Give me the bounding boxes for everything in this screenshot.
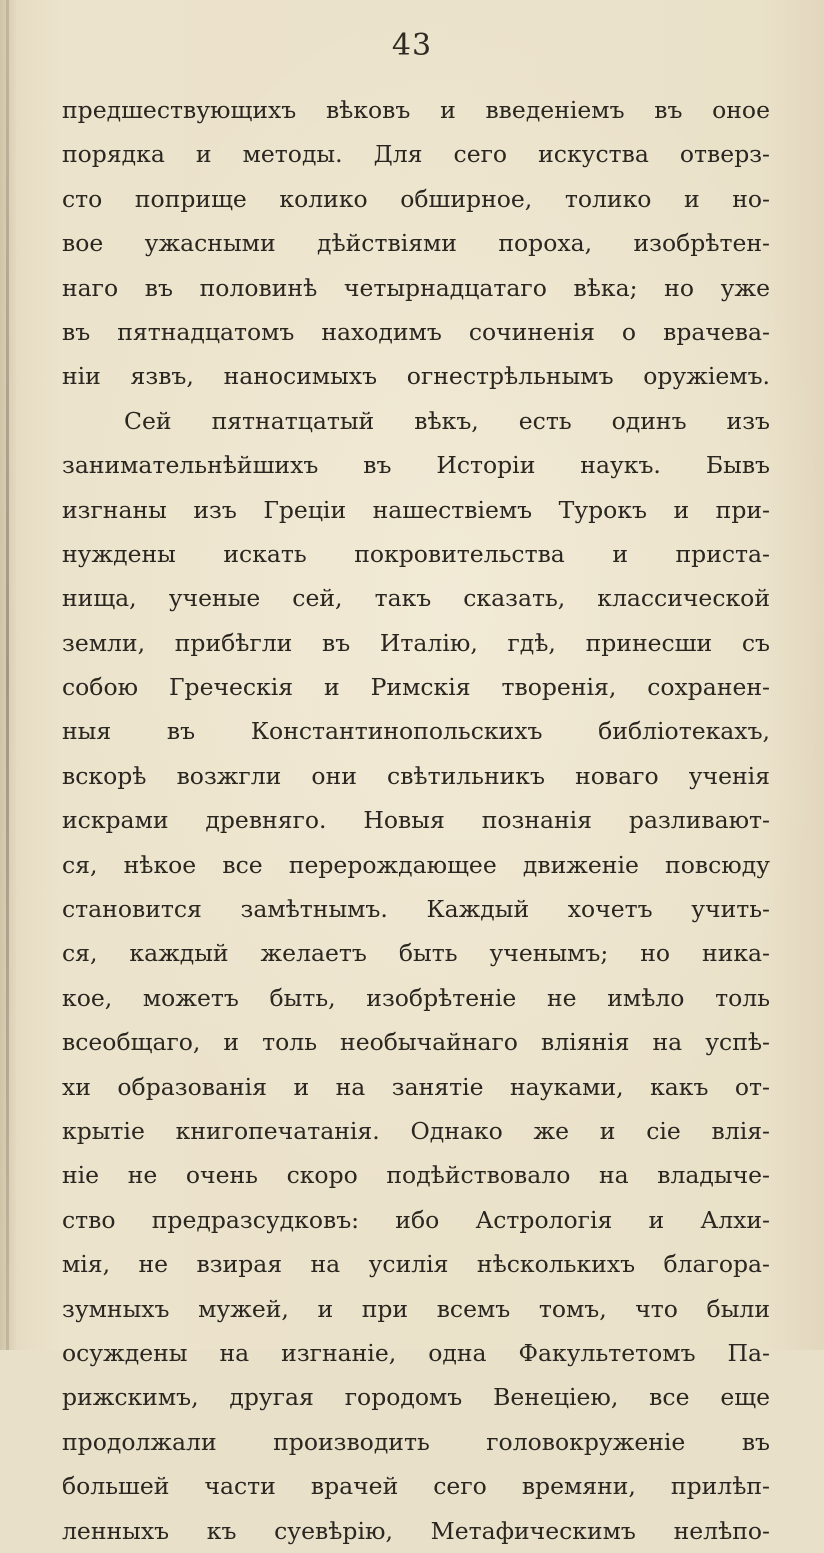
- text-line: занимательнѣйшихъ въ Исторiи наукъ. Бывъ: [62, 451, 770, 480]
- text-line: нiи язвъ, наносимыхъ огнестрѣльнымъ оружiемъ.: [62, 362, 770, 391]
- text-line: нуждены искать покровительства и приста-: [62, 539, 770, 568]
- text-line: рижскимъ, другая городомъ Венецiею, все еще: [62, 1383, 770, 1412]
- text-line: ныя въ Константинопольскихъ библiотекахъ,: [62, 717, 770, 746]
- text-line: продолжали производить головокруженiе въ: [62, 1427, 770, 1456]
- text-line: наго въ половинѣ четырнадцатаго вѣка; но уже: [62, 273, 770, 302]
- binding-edge: [6, 0, 9, 1350]
- text-line: ся, нѣкое все перерождающее движенiе повсюду: [62, 850, 770, 879]
- text-line: собою Греческiя и Римскiя творенiя, сохранен-: [62, 673, 770, 702]
- text-line: искрами древняго. Новыя познанiя разливают-: [62, 806, 770, 835]
- text-line: всеобщаго, и толь необычайнаго влiянiя на успѣ-: [62, 1028, 770, 1057]
- page-number: 43: [391, 28, 433, 63]
- text-line: крытiе книгопечатанiя. Однако же и сiе влiя-: [62, 1116, 770, 1145]
- text-line: ство предразсудковъ: ибо Астрологiя и Алхи-: [62, 1205, 770, 1234]
- text-line: становится замѣтнымъ. Каждый хочетъ учить-: [62, 895, 770, 924]
- text-line: предшествующихъ вѣковъ и введенiемъ въ оное: [62, 96, 770, 124]
- text-line: порядка и методы. Для сего искуства отверз-: [62, 140, 770, 169]
- text-line: изгнаны изъ Грецiи нашествiемъ Турокъ и при-: [62, 495, 770, 524]
- text-line: вое ужасными дѣйствiями пороха, изобрѣтен-: [62, 229, 770, 258]
- text-line: большей части врачей сего времяни, прилѣп-: [62, 1472, 770, 1501]
- text-line: нiе не очень скоро подѣйствовало на владыче-: [62, 1161, 770, 1190]
- text-line: кое, можетъ быть, изобрѣтенiе не имѣло толь: [62, 983, 770, 1012]
- text-line: осуждены на изгнанiе, одна Факультетомъ Па-: [62, 1338, 770, 1367]
- text-line: нища, ученые сей, такъ сказать, классической: [62, 584, 770, 613]
- text-line: въ пятнадцатомъ находимъ сочиненiя о врачева-: [62, 317, 770, 346]
- text-line: зумныхъ мужей, и при всемъ томъ, что были: [62, 1294, 770, 1323]
- body-text: [62, 88, 770, 1553]
- text-line: земли, прибѣгли въ Италiю, гдѣ, принесши съ: [62, 628, 770, 657]
- text-line: хи образованiя и на занятiе науками, какъ от-: [62, 1072, 770, 1101]
- text-line: ся, каждый желаетъ быть ученымъ; но ника-: [62, 939, 770, 968]
- text-line: ленныхъ къ суевѣрiю, Метафическимъ нелѣпо-: [62, 1516, 770, 1545]
- text-line: вскорѣ возжгли они свѣтильникъ новаго ученiя: [62, 761, 770, 790]
- text-line: мiя, не взирая на усилiя нѣсколькихъ благора-: [62, 1250, 770, 1279]
- text-line: сто поприще колико обширное, толико и но-: [62, 184, 770, 213]
- paragraph-first-line: Сей пятнатцатый вѣкъ, есть одинъ изъ: [124, 406, 770, 435]
